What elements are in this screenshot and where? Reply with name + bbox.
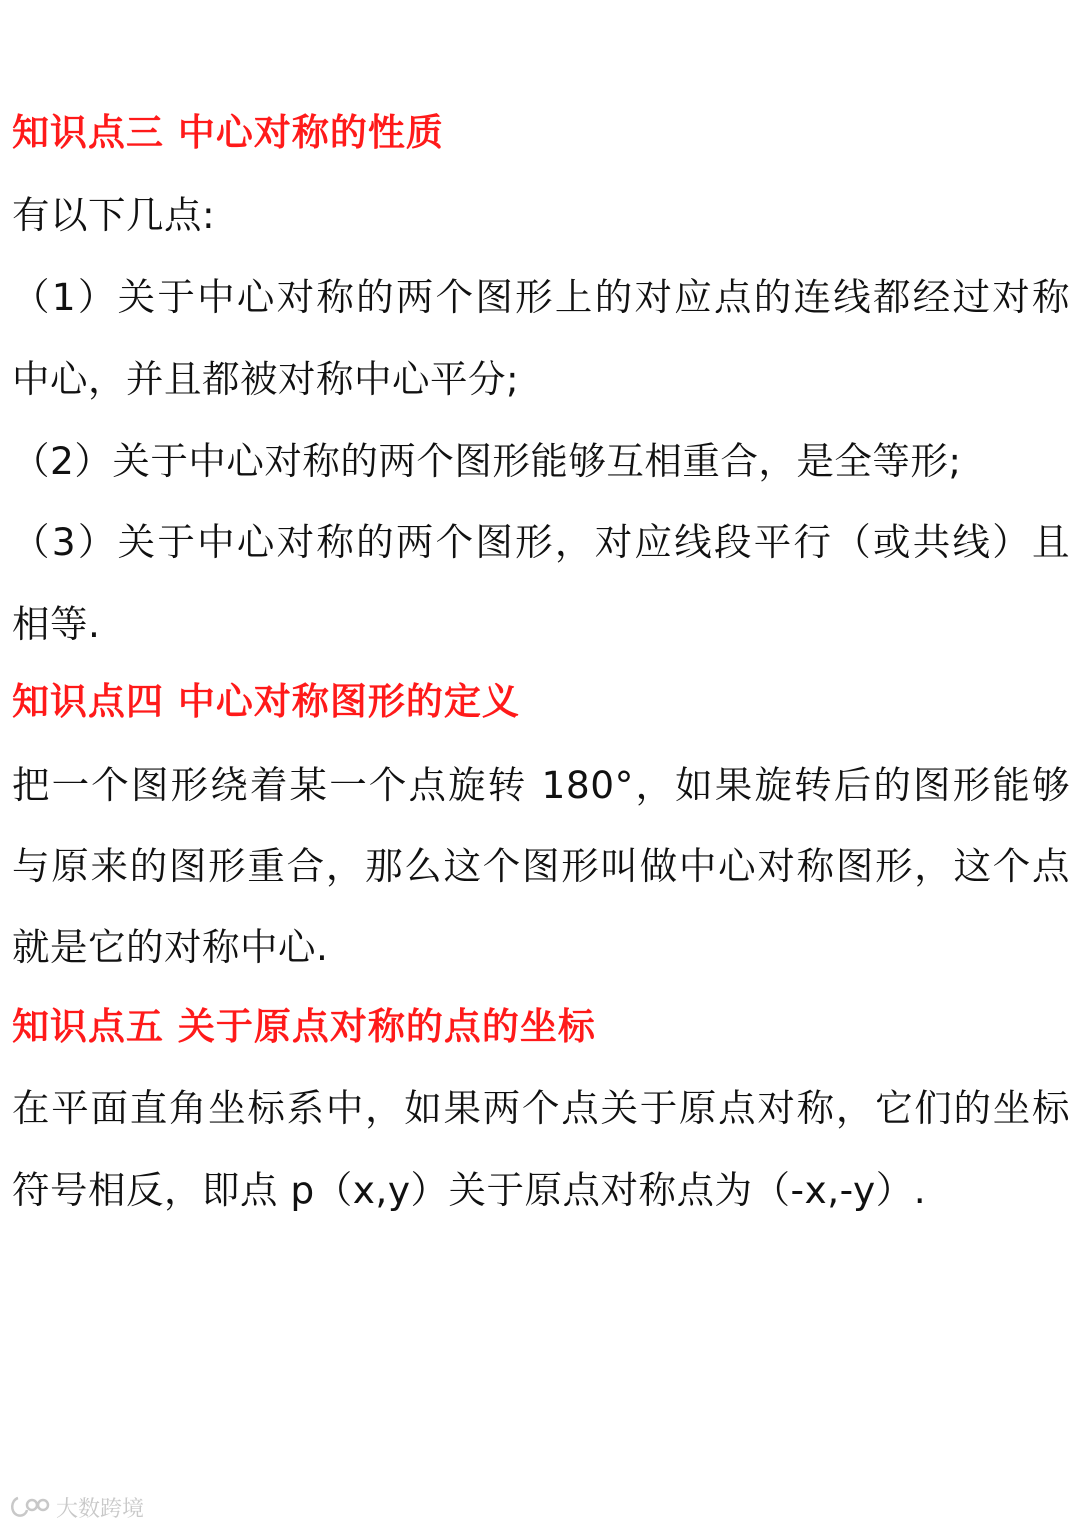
paragraph-line: 相等. xyxy=(12,602,101,646)
paragraph-line: 在平面直角坐标系中，如果两个点关于原点对称，它们的坐标 xyxy=(12,1086,1070,1130)
section-heading: 知识点三 中心对称的性质 xyxy=(12,111,444,154)
paragraph-line: 把一个图形绕着某一个点旋转 180°，如果旋转后的图形能够 xyxy=(12,763,1070,807)
paragraph-line: （2）关于中心对称的两个图形能够互相重合，是全等形; xyxy=(12,439,962,483)
watermark xyxy=(8,1492,144,1522)
brand-logo-icon xyxy=(8,1494,52,1520)
paragraph-line: 与原来的图形重合，那么这个图形叫做中心对称图形，这个点 xyxy=(12,844,1070,888)
paragraph-line: 符号相反，即点 p（x,y）关于原点对称点为（-x,-y）. xyxy=(12,1168,927,1212)
section-heading: 知识点四 中心对称图形的定义 xyxy=(12,680,520,723)
paragraph-line: （1）关于中心对称的两个图形上的对应点的连线都经过对称 xyxy=(12,275,1070,319)
paragraph-line: （3）关于中心对称的两个图形，对应线段平行（或共线）且 xyxy=(12,520,1070,564)
paragraph-line: 中心，并且都被对称中心平分; xyxy=(12,357,520,401)
section-heading: 知识点五 关于原点对称的点的坐标 xyxy=(12,1005,596,1048)
paragraph-line: 有以下几点: xyxy=(12,193,216,237)
watermark-text: 大数跨境 xyxy=(56,1496,145,1522)
paragraph-line: 就是它的对称中心. xyxy=(12,925,329,969)
